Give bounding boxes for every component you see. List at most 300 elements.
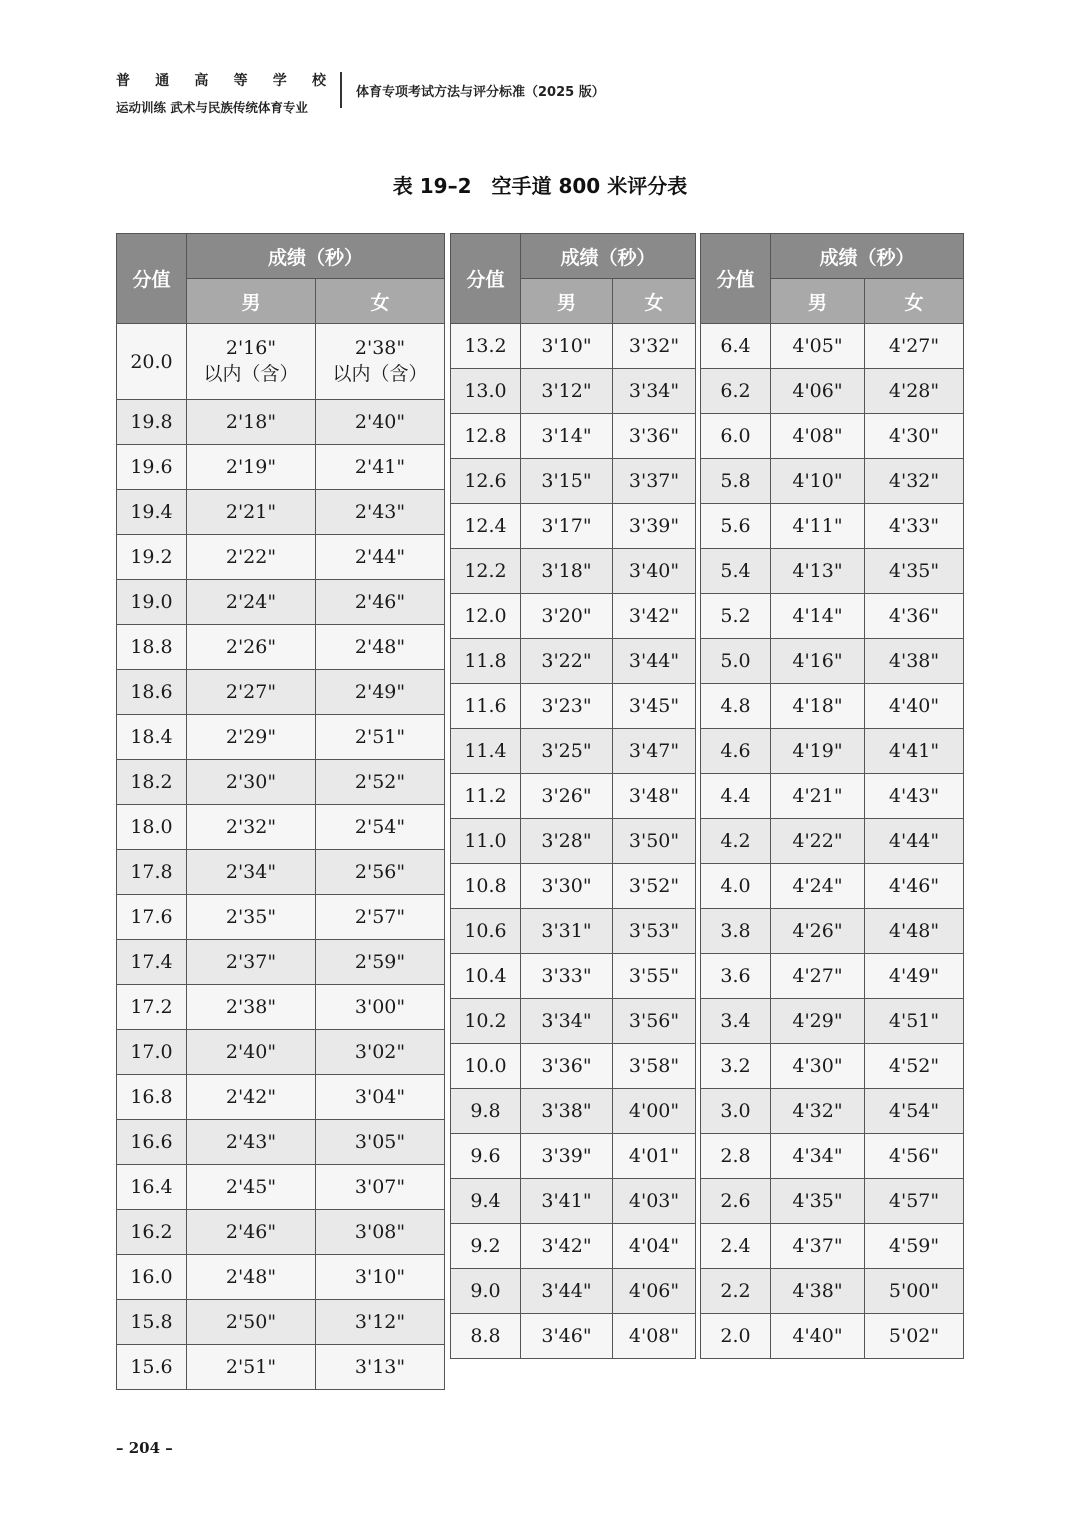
- header-female: 女: [316, 279, 445, 324]
- table-row: [701, 999, 964, 1044]
- table-row: [451, 1044, 696, 1089]
- male-time-cell: 2'24": [187, 580, 316, 625]
- female-time-cell: 4'38": [865, 639, 964, 684]
- header-char: 等: [233, 73, 248, 89]
- score-cell: 13.2: [451, 324, 521, 369]
- score-cell: 10.6: [451, 909, 521, 954]
- header-char: 学: [272, 73, 287, 89]
- male-time-cell: 2'32": [187, 805, 316, 850]
- table-row: [451, 999, 696, 1044]
- table-row: [117, 1300, 445, 1345]
- male-time-cell: 4'29": [771, 999, 865, 1044]
- table-row: [701, 324, 964, 369]
- female-time-cell: 2'59": [316, 940, 445, 985]
- male-time-cell: 3'39": [521, 1134, 613, 1179]
- male-time-cell: 3'46": [521, 1314, 613, 1359]
- score-cell: 5.0: [701, 639, 771, 684]
- female-time-cell: 2'54": [316, 805, 445, 850]
- female-time-cell: 3'10": [316, 1255, 445, 1300]
- male-time-cell: 3'20": [521, 594, 613, 639]
- female-time-cell: 3'40": [613, 549, 696, 594]
- female-time-cell: 2'40": [316, 400, 445, 445]
- table-row: [451, 549, 696, 594]
- table-row: [701, 864, 964, 909]
- score-cell: 18.2: [117, 760, 187, 805]
- table-row: [451, 864, 696, 909]
- table-row: [701, 414, 964, 459]
- table-row: [451, 1089, 696, 1134]
- female-time-cell: [316, 324, 445, 400]
- male-time-cell: 4'37": [771, 1224, 865, 1269]
- header-score: 分值: [701, 234, 771, 324]
- score-table-3: [700, 233, 964, 1359]
- table-row: [451, 1134, 696, 1179]
- male-time-cell: 4'18": [771, 684, 865, 729]
- female-time-cell: 3'56": [613, 999, 696, 1044]
- male-time-cell: 2'50": [187, 1300, 316, 1345]
- score-cell: 2.2: [701, 1269, 771, 1314]
- table-row: [117, 1075, 445, 1120]
- table-row: [701, 459, 964, 504]
- female-time-cell: 4'32": [865, 459, 964, 504]
- table-row: [117, 805, 445, 850]
- page-number: – 204 –: [116, 1439, 173, 1457]
- table-row: [117, 1030, 445, 1075]
- score-cell: 16.0: [117, 1255, 187, 1300]
- female-time-cell: 4'33": [865, 504, 964, 549]
- table-row: [117, 1255, 445, 1300]
- score-cell: 10.0: [451, 1044, 521, 1089]
- male-time-cell: 3'17": [521, 504, 613, 549]
- table-title: [0, 170, 1080, 199]
- score-cell: 6.2: [701, 369, 771, 414]
- score-cell: 6.0: [701, 414, 771, 459]
- score-cell: 2.4: [701, 1224, 771, 1269]
- score-cell: 8.8: [451, 1314, 521, 1359]
- male-time-cell: 4'11": [771, 504, 865, 549]
- male-time-cell: 3'28": [521, 819, 613, 864]
- female-time-cell: 4'48": [865, 909, 964, 954]
- male-time-cell: 3'33": [521, 954, 613, 999]
- female-time-cell: 4'49": [865, 954, 964, 999]
- male-time-cell: 3'18": [521, 549, 613, 594]
- female-time-cell-value: 2'38": [354, 336, 406, 359]
- table-row: [117, 625, 445, 670]
- table-row: [117, 490, 445, 535]
- score-cell: 17.0: [117, 1030, 187, 1075]
- table-row: [451, 954, 696, 999]
- table-row: [117, 580, 445, 625]
- score-cell: 3.2: [701, 1044, 771, 1089]
- table-row: [451, 639, 696, 684]
- female-time-cell: 3'47": [613, 729, 696, 774]
- female-time-cell: 4'57": [865, 1179, 964, 1224]
- male-time-cell: 2'45": [187, 1165, 316, 1210]
- female-time-cell: 2'49": [316, 670, 445, 715]
- table-row: [117, 1165, 445, 1210]
- female-time-cell: 3'32": [613, 324, 696, 369]
- male-time-cell: 4'40": [771, 1314, 865, 1359]
- female-time-cell: 4'08": [613, 1314, 696, 1359]
- table-row: [117, 715, 445, 760]
- score-cell: 9.0: [451, 1269, 521, 1314]
- score-cell: 4.4: [701, 774, 771, 819]
- male-time-cell: 4'06": [771, 369, 865, 414]
- header-char: 通: [155, 73, 170, 89]
- male-time-cell: 2'48": [187, 1255, 316, 1300]
- score-cell: 5.2: [701, 594, 771, 639]
- female-time-cell: 4'59": [865, 1224, 964, 1269]
- header-char: 普: [116, 73, 130, 89]
- female-time-cell: 2'51": [316, 715, 445, 760]
- male-time-cell: 4'16": [771, 639, 865, 684]
- female-time-cell: 4'27": [865, 324, 964, 369]
- female-time-cell: 4'00": [613, 1089, 696, 1134]
- female-time-cell: 5'02": [865, 1314, 964, 1359]
- male-time-cell: 2'27": [187, 670, 316, 715]
- score-cell: 17.8: [117, 850, 187, 895]
- female-time-cell: 3'05": [316, 1120, 445, 1165]
- score-cell: 2.6: [701, 1179, 771, 1224]
- female-time-cell: 3'34": [613, 369, 696, 414]
- score-cell: 3.0: [701, 1089, 771, 1134]
- score-cell: 10.4: [451, 954, 521, 999]
- table-row: [701, 504, 964, 549]
- male-time-cell: 2'21": [187, 490, 316, 535]
- female-time-cell: 4'04": [613, 1224, 696, 1269]
- male-time-cell: 3'26": [521, 774, 613, 819]
- table-row: [117, 760, 445, 805]
- female-time-cell: 2'46": [316, 580, 445, 625]
- table-row: [701, 729, 964, 774]
- table-row: [701, 819, 964, 864]
- table-row: [451, 684, 696, 729]
- table-row: [701, 1089, 964, 1134]
- female-time-cell: 4'46": [865, 864, 964, 909]
- table-row: [451, 369, 696, 414]
- male-time-cell: 4'30": [771, 1044, 865, 1089]
- female-time-cell: 3'44": [613, 639, 696, 684]
- male-time-cell: 4'32": [771, 1089, 865, 1134]
- female-time-cell: 4'51": [865, 999, 964, 1044]
- female-time-cell: 2'56": [316, 850, 445, 895]
- female-time-cell: 4'41": [865, 729, 964, 774]
- header-char: 高: [194, 73, 209, 89]
- score-cell: 18.4: [117, 715, 187, 760]
- table-row: [701, 549, 964, 594]
- score-cell: 19.4: [117, 490, 187, 535]
- score-cell: 12.8: [451, 414, 521, 459]
- table-row: [451, 414, 696, 459]
- score-cell: 16.8: [117, 1075, 187, 1120]
- male-time-cell: 2'37": [187, 940, 316, 985]
- header-score: 分值: [451, 234, 521, 324]
- table-row: [701, 1269, 964, 1314]
- male-time-cell: 4'27": [771, 954, 865, 999]
- score-cell: 19.0: [117, 580, 187, 625]
- male-time-cell: 4'10": [771, 459, 865, 504]
- table-row: [117, 1120, 445, 1165]
- male-time-cell: 3'25": [521, 729, 613, 774]
- table-row: [701, 909, 964, 954]
- female-time-cell: 3'58": [613, 1044, 696, 1089]
- male-time-cell: 4'14": [771, 594, 865, 639]
- score-cell: 11.8: [451, 639, 521, 684]
- female-time-cell: 3'13": [316, 1345, 445, 1390]
- table-row: [117, 445, 445, 490]
- male-time-cell: 2'22": [187, 535, 316, 580]
- female-time-cell: 5'00": [865, 1269, 964, 1314]
- header-result: 成绩（秒）: [521, 234, 696, 279]
- score-cell: 5.4: [701, 549, 771, 594]
- male-time-cell: 2'40": [187, 1030, 316, 1075]
- female-time-cell: 3'45": [613, 684, 696, 729]
- table-row: [451, 1314, 696, 1359]
- male-time-cell: 2'30": [187, 760, 316, 805]
- male-time-cell: 2'35": [187, 895, 316, 940]
- header-char: 校: [311, 73, 326, 89]
- score-cell: 13.0: [451, 369, 521, 414]
- male-time-cell: 4'22": [771, 819, 865, 864]
- score-cell: 19.8: [117, 400, 187, 445]
- female-time-cell: 2'57": [316, 895, 445, 940]
- score-cell: 12.6: [451, 459, 521, 504]
- male-time-cell: 2'26": [187, 625, 316, 670]
- table-row: [451, 1224, 696, 1269]
- score-cell: 16.4: [117, 1165, 187, 1210]
- score-cell: 4.0: [701, 864, 771, 909]
- table-row: [451, 459, 696, 504]
- running-header-left: [116, 70, 326, 116]
- male-time-cell: 3'42": [521, 1224, 613, 1269]
- male-time-cell: 3'22": [521, 639, 613, 684]
- female-time-cell: 4'28": [865, 369, 964, 414]
- male-time-cell: 3'36": [521, 1044, 613, 1089]
- score-cell: 3.8: [701, 909, 771, 954]
- male-time-cell: 4'08": [771, 414, 865, 459]
- score-table-1: [116, 233, 445, 1390]
- score-cell: 11.2: [451, 774, 521, 819]
- score-cell: 11.6: [451, 684, 521, 729]
- male-time-cell: 4'24": [771, 864, 865, 909]
- male-time-cell: 3'12": [521, 369, 613, 414]
- female-time-cell: 4'06": [613, 1269, 696, 1314]
- table-row: [701, 1179, 964, 1224]
- female-time-cell: 4'30": [865, 414, 964, 459]
- table-row: [117, 535, 445, 580]
- female-time-cell: 3'50": [613, 819, 696, 864]
- female-time-cell: 3'48": [613, 774, 696, 819]
- female-time-cell: 3'04": [316, 1075, 445, 1120]
- male-time-cell: 2'51": [187, 1345, 316, 1390]
- score-cell: 11.0: [451, 819, 521, 864]
- score-cell: 17.4: [117, 940, 187, 985]
- table-row: [117, 400, 445, 445]
- female-time-cell: 3'39": [613, 504, 696, 549]
- female-time-cell: 3'00": [316, 985, 445, 1030]
- header-female: 女: [613, 279, 696, 324]
- score-cell: 12.0: [451, 594, 521, 639]
- score-cell: 17.2: [117, 985, 187, 1030]
- score-cell: 16.6: [117, 1120, 187, 1165]
- male-time-cell: [187, 324, 316, 400]
- male-time-cell: 4'13": [771, 549, 865, 594]
- table-row: [701, 684, 964, 729]
- female-time-cell: 2'41": [316, 445, 445, 490]
- table-row: [701, 1224, 964, 1269]
- table-row: [117, 850, 445, 895]
- female-time-cell: 4'54": [865, 1089, 964, 1134]
- score-cell: 16.2: [117, 1210, 187, 1255]
- male-time-cell: 2'29": [187, 715, 316, 760]
- table-row: [701, 774, 964, 819]
- score-cell: 3.4: [701, 999, 771, 1044]
- female-time-cell: 2'43": [316, 490, 445, 535]
- male-time-cell: 2'34": [187, 850, 316, 895]
- male-time-cell: 3'44": [521, 1269, 613, 1314]
- male-time-cell: 4'26": [771, 909, 865, 954]
- score-cell: 4.8: [701, 684, 771, 729]
- score-cell: 3.6: [701, 954, 771, 999]
- score-cell: 20.0: [117, 324, 187, 400]
- score-cell: 9.6: [451, 1134, 521, 1179]
- table-row: [701, 1134, 964, 1179]
- table-row: [451, 1269, 696, 1314]
- female-time-cell-note: 以内（含）: [332, 362, 428, 385]
- score-cell: 2.0: [701, 1314, 771, 1359]
- header-male: 男: [521, 279, 613, 324]
- male-time-cell: 2'38": [187, 985, 316, 1030]
- table-row: [451, 819, 696, 864]
- table-row: [451, 324, 696, 369]
- score-cell: 18.0: [117, 805, 187, 850]
- female-time-cell: 4'43": [865, 774, 964, 819]
- table-row: [701, 594, 964, 639]
- female-time-cell: 4'56": [865, 1134, 964, 1179]
- score-cell: 18.6: [117, 670, 187, 715]
- female-time-cell: 4'52": [865, 1044, 964, 1089]
- table-row: [117, 985, 445, 1030]
- table-row: [117, 1345, 445, 1390]
- male-time-cell: 3'10": [521, 324, 613, 369]
- table-row: [451, 594, 696, 639]
- female-time-cell: 4'35": [865, 549, 964, 594]
- header-school-type: [116, 70, 326, 90]
- score-cell: 4.2: [701, 819, 771, 864]
- male-time-cell: 2'19": [187, 445, 316, 490]
- score-cell: 18.8: [117, 625, 187, 670]
- score-cell: 19.2: [117, 535, 187, 580]
- male-time-cell-note: 以内（含）: [203, 362, 299, 385]
- female-time-cell: 2'48": [316, 625, 445, 670]
- score-cell: 5.8: [701, 459, 771, 504]
- score-cell: 10.8: [451, 864, 521, 909]
- score-cell: 12.4: [451, 504, 521, 549]
- table-row: [451, 1179, 696, 1224]
- female-time-cell: 3'12": [316, 1300, 445, 1345]
- score-cell: 6.4: [701, 324, 771, 369]
- score-cell: 4.6: [701, 729, 771, 774]
- female-time-cell: 3'42": [613, 594, 696, 639]
- female-time-cell: 4'40": [865, 684, 964, 729]
- table-number: 表 19–2: [392, 174, 472, 198]
- female-time-cell: 4'01": [613, 1134, 696, 1179]
- table-row: [117, 940, 445, 985]
- table-row: [701, 369, 964, 414]
- table-row: [701, 954, 964, 999]
- score-cell: 15.6: [117, 1345, 187, 1390]
- score-cell: 9.8: [451, 1089, 521, 1134]
- male-time-cell: 4'19": [771, 729, 865, 774]
- male-time-cell: 2'42": [187, 1075, 316, 1120]
- header-female: 女: [865, 279, 964, 324]
- male-time-cell-value: 2'16": [225, 336, 277, 359]
- female-time-cell: 3'07": [316, 1165, 445, 1210]
- score-cell: 5.6: [701, 504, 771, 549]
- female-time-cell: 2'44": [316, 535, 445, 580]
- score-cell: 19.6: [117, 445, 187, 490]
- score-cell: 9.2: [451, 1224, 521, 1269]
- score-cell: 11.4: [451, 729, 521, 774]
- header-result: 成绩（秒）: [771, 234, 964, 279]
- header-male: 男: [187, 279, 316, 324]
- male-time-cell: 4'34": [771, 1134, 865, 1179]
- male-time-cell: 2'18": [187, 400, 316, 445]
- header-major: 运动训练 武术与民族传统体育专业: [116, 100, 308, 115]
- male-time-cell: 3'23": [521, 684, 613, 729]
- header-male: 男: [771, 279, 865, 324]
- female-time-cell: 4'36": [865, 594, 964, 639]
- table-row: [117, 895, 445, 940]
- male-time-cell: 3'14": [521, 414, 613, 459]
- male-time-cell: 4'35": [771, 1179, 865, 1224]
- male-time-cell: 3'15": [521, 459, 613, 504]
- male-time-cell: 4'21": [771, 774, 865, 819]
- score-cell: 2.8: [701, 1134, 771, 1179]
- male-time-cell: 4'38": [771, 1269, 865, 1314]
- male-time-cell: 4'05": [771, 324, 865, 369]
- score-cell: 15.8: [117, 1300, 187, 1345]
- score-cell: 12.2: [451, 549, 521, 594]
- table-row: [451, 729, 696, 774]
- table-row: [117, 670, 445, 715]
- header-score: 分值: [117, 234, 187, 324]
- table-row: [701, 1044, 964, 1089]
- female-time-cell: 3'55": [613, 954, 696, 999]
- female-time-cell: 2'52": [316, 760, 445, 805]
- running-header-right: 体育专项考试方法与评分标准（2025 版）: [356, 85, 605, 100]
- table-caption: 空手道 800 米评分表: [491, 174, 688, 198]
- male-time-cell: 2'43": [187, 1120, 316, 1165]
- male-time-cell: 3'31": [521, 909, 613, 954]
- score-table-2: [450, 233, 696, 1359]
- table-row: [117, 1210, 445, 1255]
- score-cell: 17.6: [117, 895, 187, 940]
- table-row: [117, 324, 445, 400]
- female-time-cell: 3'52": [613, 864, 696, 909]
- male-time-cell: 3'41": [521, 1179, 613, 1224]
- male-time-cell: 3'38": [521, 1089, 613, 1134]
- female-time-cell: 3'08": [316, 1210, 445, 1255]
- header-result: 成绩（秒）: [187, 234, 445, 279]
- header-divider: [340, 72, 342, 108]
- female-time-cell: 3'36": [613, 414, 696, 459]
- male-time-cell: 2'46": [187, 1210, 316, 1255]
- female-time-cell: 3'37": [613, 459, 696, 504]
- female-time-cell: 4'44": [865, 819, 964, 864]
- table-row: [701, 1314, 964, 1359]
- male-time-cell: 3'34": [521, 999, 613, 1044]
